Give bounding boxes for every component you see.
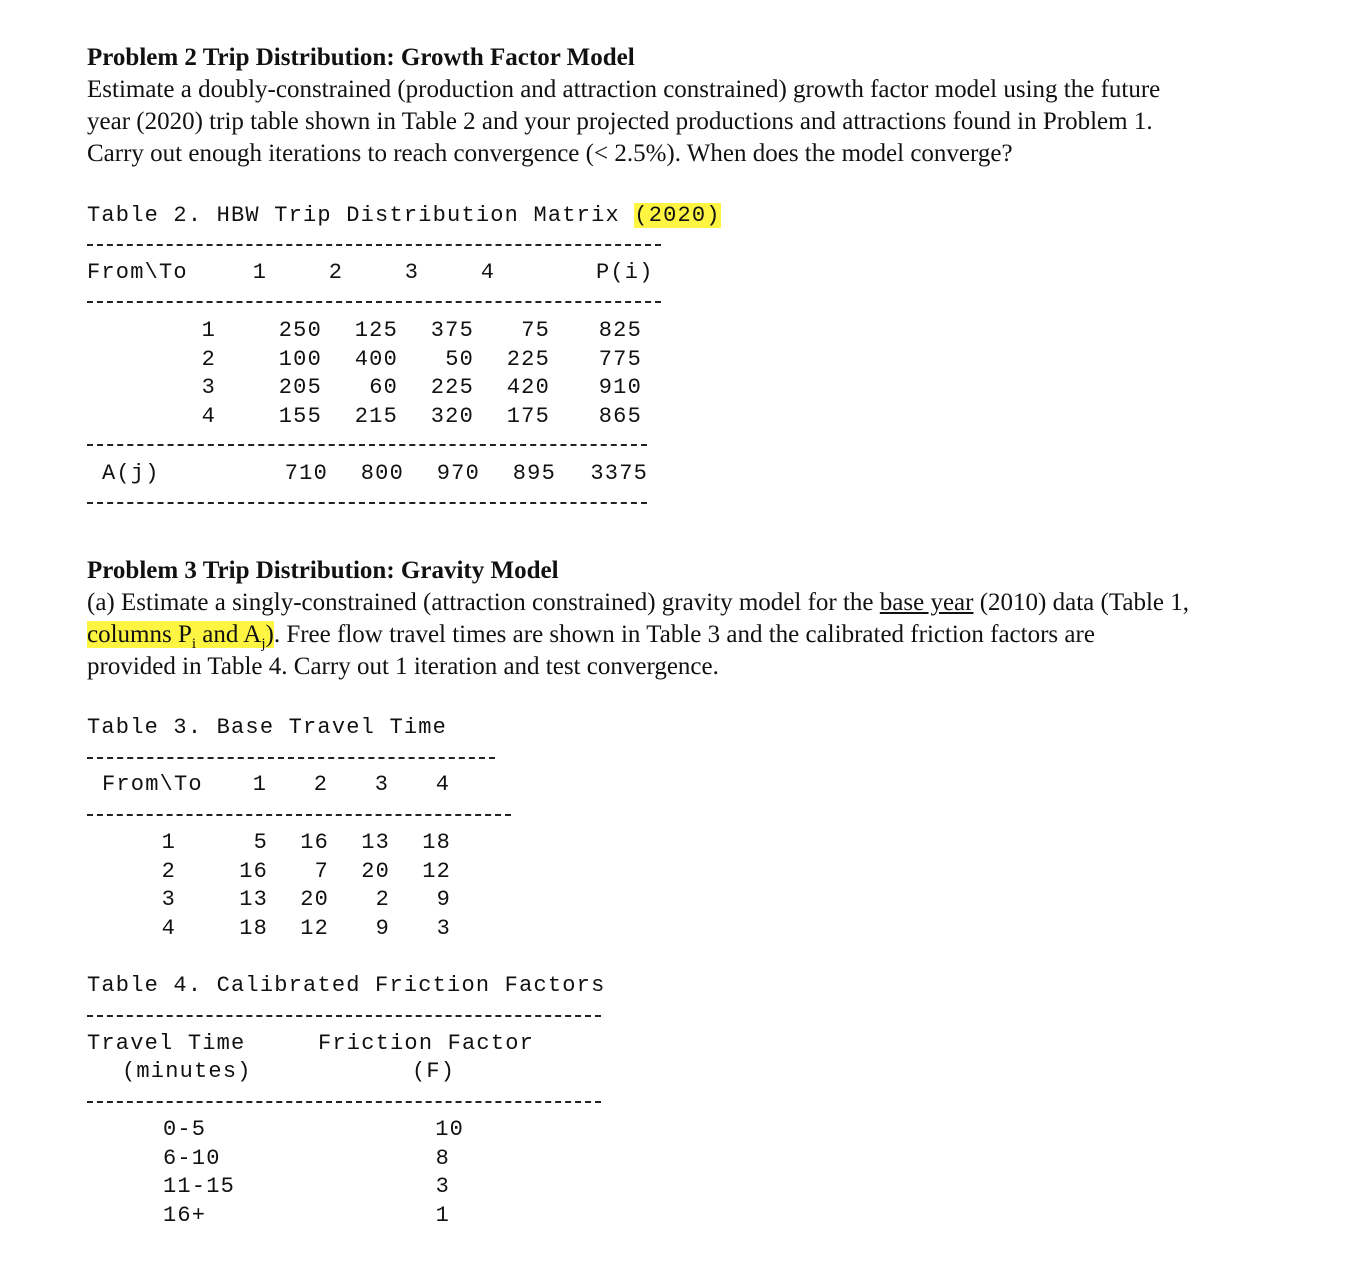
table-3-cell: 7 [314,859,329,884]
table-4-rule-top [87,1015,601,1017]
table-2-header-col-1: 1 [252,260,268,285]
table-3-cell: 5 [253,830,268,855]
table-3-cell: 16 [300,830,329,855]
table-4-time-cell: 16+ [163,1203,207,1228]
table-3-cell: 20 [361,859,390,884]
table-2-p-cell: 910 [598,375,642,400]
table-3-header-col-3: 3 [374,772,390,797]
table-3-cell: 18 [422,830,451,855]
table-3-caption: Table 3. Base Travel Time [87,715,448,740]
table-2-cell: 320 [430,404,474,429]
problem-3-text-line-2: columns $P_i$ and $A_j$). Free flow travel times are shown in Table 3 and the calibrated friction factors are [87,621,1095,652]
table-4-time-cell: 11-15 [163,1174,236,1199]
table-4-header-f: (F) [412,1059,456,1084]
table-2-rule-bottom [87,502,647,504]
table-2-caption: Table 2. HBW Trip Distribution Matrix (2020) [87,203,721,228]
table-2-caption-year-highlight: (2020) [634,203,721,228]
table-3-rule-top [87,757,495,759]
table-2-rule-top [87,244,661,246]
table-2-cell: 75 [521,318,550,343]
table-3-cell: 13 [361,830,390,855]
table-3-cell: 12 [300,916,329,941]
table-2-p-cell: 775 [598,347,642,372]
table-2-header-col-3: 3 [404,260,420,285]
table-4-header-friction-factor: Friction Factor [318,1031,535,1056]
base-year-underline: base year [879,589,974,616]
table-2-total-cell: 895 [512,461,556,486]
table-3-row-label: 2 [161,859,176,884]
table-2-rule-totals [87,444,647,446]
table-4-factor-cell: 8 [435,1146,450,1171]
table-3-header-col-4: 4 [435,772,451,797]
table-3-rule-header [87,814,511,816]
table-3-cell: 3 [436,916,451,941]
table-3-cell: 12 [422,859,451,884]
table-3-cell: 16 [239,859,268,884]
table-4-factor-cell: 10 [435,1117,464,1142]
table-2-header-col-2: 2 [328,260,344,285]
table-4-time-cell: 0-5 [163,1117,207,1142]
table-2-totals-label: A(j) [102,461,160,486]
table-2-header-p: P(i) [596,260,654,285]
problem-2-text-line-2: year (2020) trip table shown in Table 2 and your projected productions and attractions found in Problem 1. [87,108,1153,135]
problem-3-text-line-3: provided in Table 4. Carry out 1 iteration and test convergence. [87,653,719,680]
table-3-row-label: 3 [161,887,176,912]
problem-3-text-line-1: (a) Estimate a singly-constrained (attraction constrained) gravity model for the base year (2010) data (Table 1, [87,589,1190,616]
table-2-p-cell: 825 [598,318,642,343]
table-3-row-label: 4 [161,916,176,941]
table-4-time-cell: 6-10 [163,1146,221,1171]
table-3-cell: 9 [436,887,451,912]
table-2-row-label: 3 [201,375,216,400]
table-2-cell: 125 [354,318,398,343]
table-2-cell: 50 [445,347,474,372]
table-2-cell: 225 [430,375,474,400]
table-3-row-label: 1 [161,830,176,855]
columns-highlight: columns $P_i$ and $A_j$) [87,621,274,652]
table-2-cell: 100 [278,347,322,372]
table-2-cell: 205 [278,375,322,400]
table-3-header-from-to: From\To [102,772,203,797]
table-4-factor-cell: 3 [435,1174,450,1199]
table-3-cell: 9 [375,916,390,941]
table-2-cell: 225 [506,347,550,372]
table-2-cell: 215 [354,404,398,429]
table-2-cell: 400 [354,347,398,372]
table-2-row-label: 1 [201,318,216,343]
table-3-cell: 20 [300,887,329,912]
table-3-cell: 2 [375,887,390,912]
table-2-row-label: 2 [201,347,216,372]
table-2-rule-header [87,301,661,303]
problem-3-title: Problem 3 Trip Distribution: Gravity Model [87,557,559,584]
table-2-cell: 155 [278,404,322,429]
table-2-total-cell: 710 [284,461,328,486]
problem-2-text-line-1: Estimate a doubly-constrained (production and attraction constrained) growth factor model using the future [87,76,1161,103]
table-2-cell: 250 [278,318,322,343]
table-4-header-minutes: (minutes) [122,1059,252,1084]
table-2-cell: 175 [506,404,550,429]
table-2-grand-total: 3375 [590,461,648,486]
table-2-header-col-4: 4 [480,260,496,285]
table-2-header-from-to: From\To [87,260,188,285]
table-3-header-col-1: 1 [252,772,268,797]
table-3-header-col-2: 2 [313,772,329,797]
table-2-total-cell: 800 [360,461,404,486]
problem-2-text-line-3: Carry out enough iterations to reach convergence (< 2.5%). When does the model converge? [87,140,1013,167]
table-4-factor-cell: 1 [435,1203,450,1228]
table-2-total-cell: 970 [436,461,480,486]
table-4-caption: Table 4. Calibrated Friction Factors [87,973,606,998]
table-2-row-label: 4 [201,404,216,429]
table-2-cell: 375 [430,318,474,343]
table-4-header-travel-time: Travel Time [87,1031,246,1056]
table-2-cell: 60 [369,375,398,400]
problem-2-title: Problem 2 Trip Distribution: Growth Factor Model [87,44,635,71]
table-4-rule-header [87,1101,601,1103]
table-2-p-cell: 865 [598,404,642,429]
table-2-cell: 420 [506,375,550,400]
table-3-cell: 13 [239,887,268,912]
table-3-cell: 18 [239,916,268,941]
